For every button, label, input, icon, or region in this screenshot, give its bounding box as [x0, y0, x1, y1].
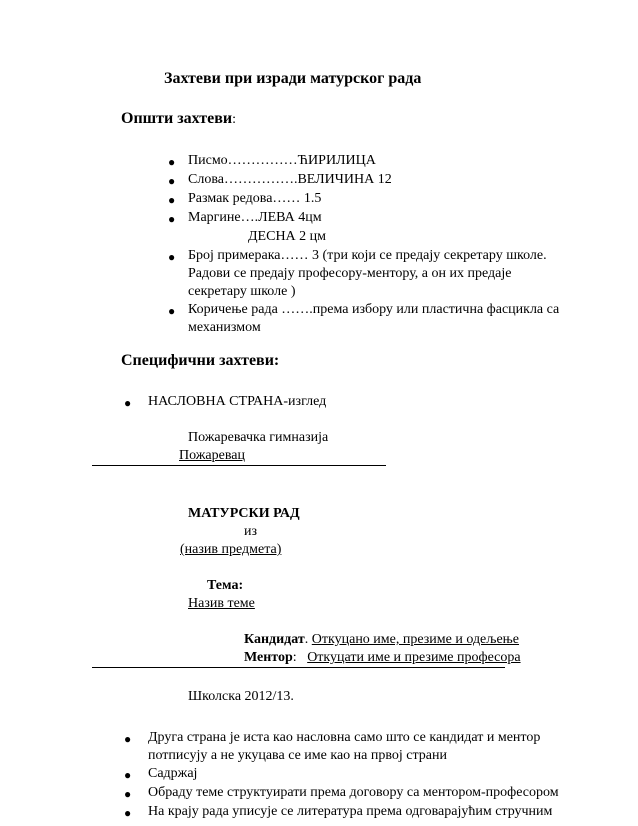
thesis-title: МАТУРСКИ РАД	[188, 506, 300, 521]
specific-heading: Специфични захтеви:	[121, 352, 280, 369]
city-name: Пожаревац	[179, 448, 245, 463]
subject-name: (назив предмета)	[180, 542, 282, 557]
list-item: На крају рада уписује се литература према одговарајућим стручним	[148, 804, 553, 819]
bullet-icon: ●	[124, 396, 132, 410]
list-item: Писмо……………ЋИРИЛИЦА	[188, 153, 376, 168]
from-label: из	[244, 524, 258, 539]
mentor-label: Ментор	[244, 650, 293, 665]
list-item-continuation: секретару школе )	[188, 284, 296, 299]
mentor-line: Ментор: Откуцати име и презиме професора	[244, 650, 521, 665]
general-heading-text: Општи захтеви	[121, 110, 233, 127]
candidate-value: Откуцано име, презиме и одељење	[311, 632, 520, 647]
topic-name: Назив теме	[188, 596, 255, 611]
mentor-value: Откуцати име и презиме професора	[307, 650, 521, 665]
bullet-icon: ●	[168, 250, 176, 264]
list-item: Слова…………….ВЕЛИЧИНА 12	[188, 172, 392, 187]
list-item-continuation: механизмом	[188, 320, 261, 335]
list-item: Коричење рада …….према избору или пластична фасцикла са	[188, 302, 560, 317]
divider	[92, 667, 505, 668]
list-item: Маргине….ЛЕВА 4цм	[188, 210, 322, 225]
list-item-continuation: потписују а не укуцава се име као на првој страни	[148, 748, 447, 763]
bullet-icon: ●	[168, 193, 176, 207]
document-title: Захтеви при изради матурског рада	[164, 70, 422, 87]
title-page-label: НАСЛОВНА СТРАНА-изглед	[148, 394, 327, 409]
general-heading-colon: :	[232, 112, 236, 127]
list-item-continuation: Радови се предају професору-ментору, а он их предаје	[188, 266, 512, 281]
list-item: Број примерака…… 3 (три који се предају секретару школе.	[188, 248, 547, 263]
list-item: Друга страна је иста као насловна само што се кандидат и ментор	[148, 730, 541, 745]
list-item-continuation: ДЕСНА 2 цм	[248, 229, 327, 244]
divider	[92, 465, 386, 466]
bullet-icon: ●	[124, 806, 132, 820]
list-item: Обраду теме структуирати према договору са ментором-професором	[148, 785, 559, 800]
bullet-icon: ●	[124, 787, 132, 801]
bullet-icon: ●	[168, 212, 176, 226]
candidate-label: Кандидат	[244, 632, 305, 647]
list-item: Размак редова…… 1.5	[188, 191, 322, 206]
candidate-line: Кандидат. Откуцано име, презиме и одељење	[244, 632, 520, 647]
school-year: Школска 2012/13.	[188, 689, 294, 704]
bullet-icon: ●	[168, 174, 176, 188]
bullet-icon: ●	[124, 768, 132, 782]
school-name: Пожаревачка гимназија	[188, 430, 329, 445]
topic-label: Тема:	[207, 578, 244, 593]
general-heading	[121, 110, 236, 129]
bullet-icon: ●	[168, 304, 176, 318]
list-item: Садржај	[148, 766, 198, 781]
bullet-icon: ●	[124, 732, 132, 746]
bullet-icon: ●	[168, 155, 176, 169]
